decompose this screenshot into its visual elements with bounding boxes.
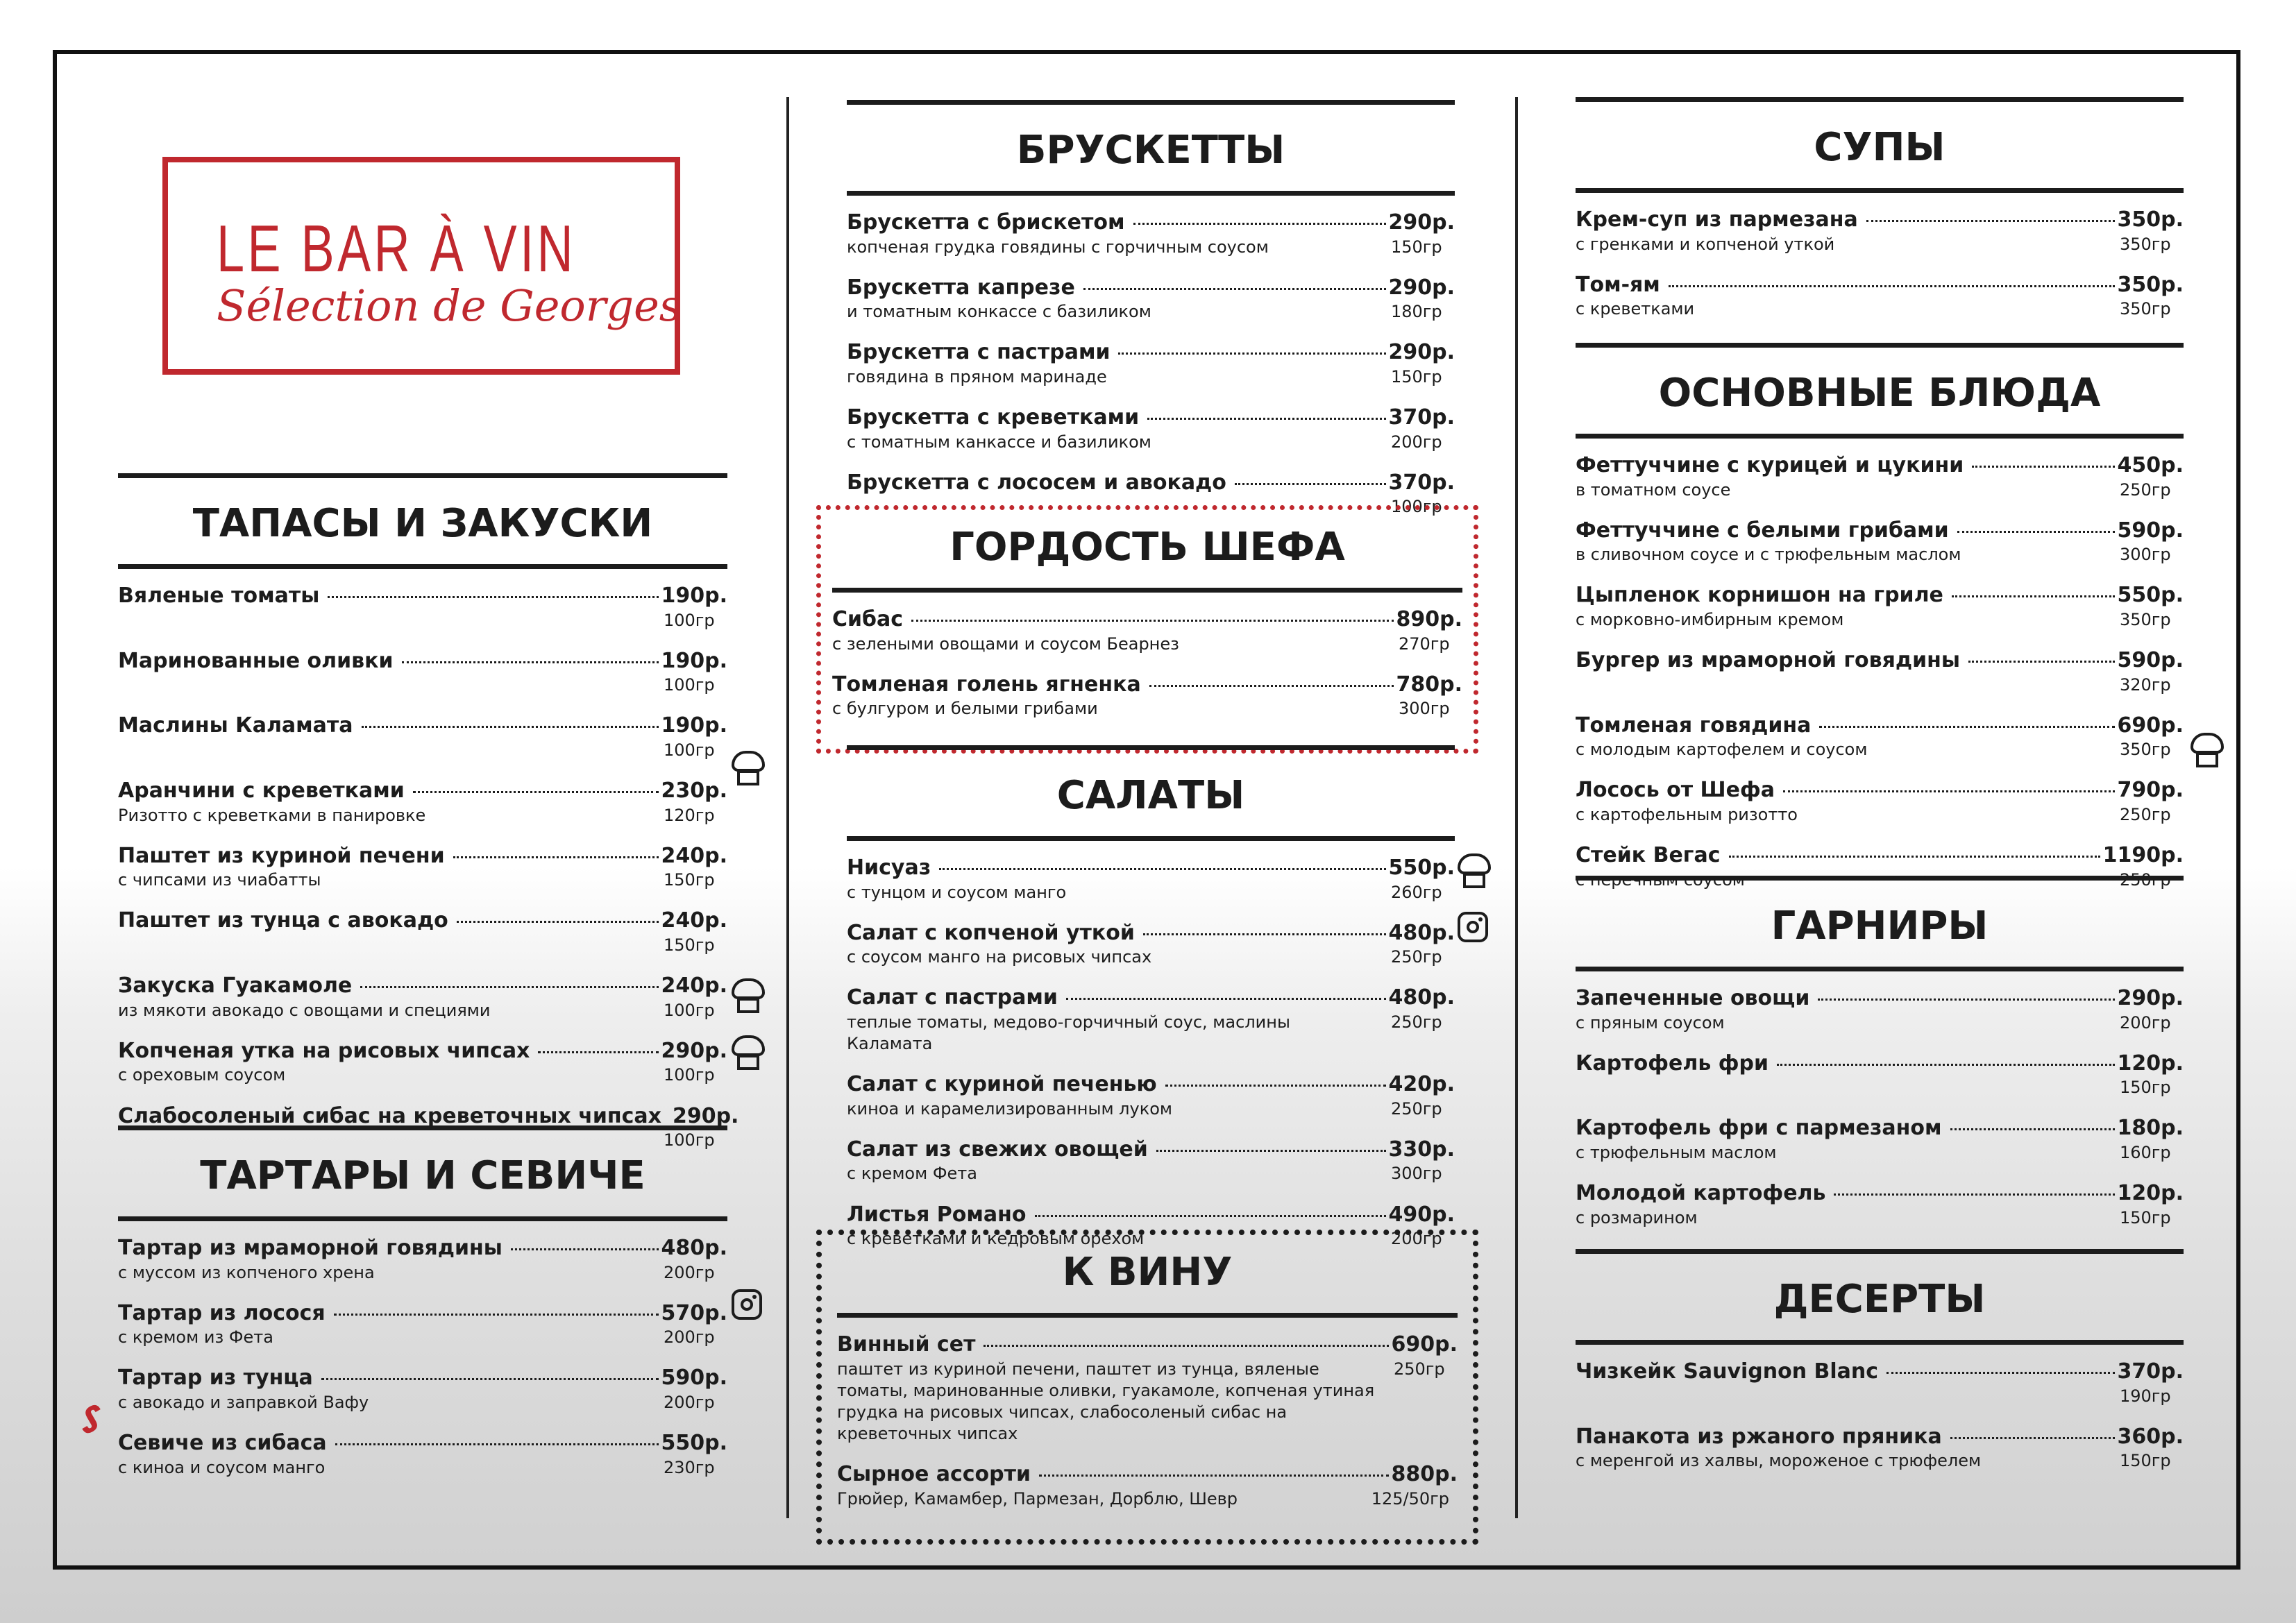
menu-item: [1576, 519, 2184, 566]
section-bruschetta: [847, 100, 1455, 536]
item-description: из мякоти авокадо с овощами и специями: [118, 1000, 491, 1020]
item-weight: 180гр: [1391, 302, 1442, 322]
item-weight: 100гр: [664, 1065, 715, 1085]
item-weight: 150гр: [664, 870, 715, 890]
menu-item: [118, 974, 727, 1021]
dot-leader: [1156, 1150, 1386, 1152]
item-description: с креветками и кедровым орехом: [847, 1229, 1145, 1249]
menu-item: [1576, 714, 2184, 761]
item-weight: 200гр: [664, 1327, 715, 1348]
dot-leader: [1729, 856, 2100, 858]
section-title: ДЕСЕРТЫ: [1576, 1249, 2184, 1345]
item-name: Нисуаз: [847, 856, 931, 880]
item-weight: 150гр: [2120, 1451, 2171, 1471]
item-name: Вяленые томаты: [118, 584, 320, 608]
item-price: 450р.: [2117, 453, 2184, 477]
item-description: с соусом манго на рисовых чипсах: [847, 947, 1152, 967]
item-name: Копченая утка на рисовых чипсах: [118, 1038, 530, 1063]
chef-hat-icon: [732, 751, 765, 787]
item-weight: 150гр: [1391, 237, 1442, 257]
section-wine: [816, 1230, 1478, 1545]
item-price: 420р.: [1388, 1072, 1455, 1097]
dot-leader: [1968, 661, 2114, 663]
item-name: Запеченные овощи: [1576, 986, 1810, 1010]
dot-leader: [1819, 726, 2114, 728]
item-description: с кремом из Фета: [118, 1327, 273, 1348]
item-name: Брускетта с брискетом: [847, 210, 1125, 235]
menu-item: [847, 921, 1455, 969]
item-price: 590р.: [661, 1366, 727, 1391]
item-weight: 100гр: [1391, 497, 1442, 517]
item-weight: 200гр: [664, 1392, 715, 1412]
item-name: Сибас: [832, 607, 904, 631]
chili-pepper-icon: ᔑ: [70, 1397, 113, 1443]
item-name: Томленая голень ягненка: [832, 672, 1141, 697]
item-name: Крем-суп из пармезана: [1576, 207, 1858, 232]
dot-leader: [1957, 531, 2115, 533]
item-name: Картофель фри с пармезаном: [1576, 1116, 1942, 1141]
menu-item: [1576, 208, 2184, 255]
dot-leader: [334, 1314, 659, 1316]
menu-item: [832, 608, 1462, 655]
item-description: с зелеными овощами и соусом Беарнез: [832, 634, 1179, 654]
item-description: с розмарином: [1576, 1207, 1698, 1227]
section-title: К ВИНУ: [837, 1245, 1458, 1318]
menu-item: [118, 1237, 727, 1284]
section-sides: [1576, 876, 2184, 1247]
item-description: паштет из куриной печени, паштет из тунца, вяленые томаты, маринованные оливки, гуакамоле, копченая утиная грудка на рисовых чипсах, слабосоленый сибас на креветочных чипсах: [837, 1359, 1375, 1444]
menu-item: [1576, 1425, 2184, 1472]
item-name: Паштет из куриной печени: [118, 843, 445, 868]
column-divider-left: [786, 97, 789, 1518]
item-name: Маслины Каламата: [118, 713, 353, 738]
item-description: с тунцом и соусом манго: [847, 882, 1067, 902]
dot-leader: [413, 791, 659, 793]
item-weight: 160гр: [2120, 1142, 2171, 1162]
item-name: Слабосоленый сибас на креветочных чипсах: [118, 1103, 661, 1128]
item-description: с муссом из копченого хрена: [118, 1262, 375, 1282]
dot-leader: [1950, 1437, 2115, 1439]
item-weight: 250гр: [1391, 1012, 1442, 1032]
dot-leader: [457, 921, 659, 923]
item-weight: 300гр: [2120, 545, 2171, 565]
chef-hat-icon: [1458, 853, 1491, 890]
dot-leader: [360, 986, 658, 988]
item-name: Тартар из тунца: [118, 1366, 313, 1391]
dot-leader: [453, 856, 659, 858]
item-name: Маринованные оливки: [118, 648, 394, 673]
section-title: СУПЫ: [1576, 97, 2184, 193]
section-title: ГОРДОСТЬ ШЕФА: [832, 520, 1462, 593]
dot-leader: [1972, 466, 2114, 468]
menu-item: [1576, 584, 2184, 631]
menu-item: [847, 341, 1455, 388]
item-price: 230р.: [661, 779, 727, 804]
menu-item: [1576, 779, 2184, 826]
item-price: 480р.: [661, 1236, 727, 1260]
section-tartar: [118, 1125, 727, 1497]
logo-title: LE BAR À VIN: [217, 212, 577, 286]
item-price: 890р.: [1396, 607, 1462, 631]
item-description: с булгуром и белыми грибами: [832, 699, 1098, 719]
menu-item: [1576, 987, 2184, 1034]
item-weight: 250гр: [2120, 869, 2171, 890]
dot-leader: [321, 1378, 659, 1380]
logo-subtitle: Sélection de Georges: [217, 280, 682, 331]
item-weight: 120гр: [664, 805, 715, 825]
item-name: Тартар из лосося: [118, 1300, 326, 1325]
dot-leader: [1147, 418, 1385, 420]
item-price: 690р.: [2117, 713, 2184, 738]
dot-leader: [1066, 998, 1386, 1000]
menu-item: [118, 909, 727, 956]
chef-hat-icon: [732, 978, 765, 1014]
item-weight: 200гр: [664, 1262, 715, 1282]
dot-leader: [939, 868, 1385, 870]
item-description: Ризотто с креветками в панировке: [118, 805, 426, 825]
item-weight: 125/50гр: [1371, 1488, 1449, 1509]
section-title: ТАРТАРЫ И СЕВИЧЕ: [118, 1125, 727, 1221]
item-name: Листья Романо: [847, 1202, 1027, 1227]
item-name: Лосось от Шефа: [1576, 778, 1775, 803]
item-weight: 300гр: [1391, 1164, 1442, 1184]
item-name: Цыпленок корнишон на гриле: [1576, 583, 1943, 608]
dot-leader: [538, 1051, 658, 1053]
item-description: теплые томаты, медово-горчичный соус, маслины Каламата: [847, 1012, 1290, 1054]
item-name: Салат с пастрами: [847, 985, 1058, 1010]
item-price: 240р.: [661, 843, 727, 868]
menu-item: [847, 1073, 1455, 1120]
item-name: Брускетта капрезе: [847, 275, 1075, 300]
item-weight: 100гр: [664, 610, 715, 630]
item-price: 290р.: [1388, 210, 1455, 235]
item-price: 290р.: [1388, 340, 1455, 365]
dot-leader: [1235, 483, 1386, 485]
dot-leader: [911, 620, 1393, 622]
item-price: 240р.: [661, 908, 727, 933]
item-price: 350р.: [2117, 207, 2184, 232]
item-weight: 150гр: [664, 935, 715, 955]
dot-leader: [328, 596, 658, 598]
item-price: 590р.: [2117, 648, 2184, 673]
item-description: киноа и карамелизированным луком: [847, 1098, 1173, 1119]
item-description: с гренками и копченой уткой: [1576, 234, 1835, 254]
dot-leader: [1165, 1085, 1386, 1087]
section-mains: [1576, 343, 2184, 909]
item-weight: 100гр: [664, 740, 715, 760]
item-price: 570р.: [661, 1300, 727, 1325]
item-weight: 350гр: [2120, 740, 2171, 760]
section-desserts: [1576, 1249, 2184, 1490]
item-description: с киноа и соусом манго: [118, 1457, 326, 1477]
section-chef-pride: [816, 505, 1478, 754]
menu-item: [847, 406, 1455, 453]
section-title: ГАРНИРЫ: [1576, 876, 2184, 971]
dot-leader: [1143, 933, 1386, 935]
menu-item: [837, 1463, 1458, 1510]
item-name: Закуска Гуакамоле: [118, 974, 353, 999]
item-price: 550р.: [1388, 856, 1455, 880]
menu-item: [118, 649, 727, 697]
menu-item: [1576, 454, 2184, 501]
item-weight: 260гр: [1391, 882, 1442, 902]
item-description: с чипсами из чиабатты: [118, 870, 321, 890]
menu-item: [1576, 273, 2184, 321]
item-description: в сливочном соусе и с трюфельным маслом: [1576, 545, 1961, 565]
section-title: ТАПАСЫ И ЗАКУСКИ: [118, 473, 727, 569]
section-soups: [1576, 97, 2184, 338]
item-name: Брускетта с лососем и авокадо: [847, 470, 1226, 495]
item-price: 190р.: [661, 648, 727, 673]
item-weight: 300гр: [1399, 699, 1450, 719]
item-price: 290р.: [1388, 275, 1455, 300]
menu-item: [118, 714, 727, 761]
item-name: Картофель фри: [1576, 1051, 1769, 1076]
instagram-icon[interactable]: [732, 1289, 762, 1320]
menu-item: [837, 1333, 1458, 1445]
item-weight: 100гр: [664, 675, 715, 695]
item-description: копченая грудка говядины с горчичным соусом: [847, 237, 1269, 257]
item-description: и томатным конкассе с базиликом: [847, 302, 1151, 322]
dot-leader: [1035, 1215, 1386, 1217]
item-price: 120р.: [2117, 1181, 2184, 1206]
menu-item: [1576, 1182, 2184, 1229]
dot-leader: [1118, 352, 1385, 355]
item-name: Брускетта с пастрами: [847, 340, 1111, 365]
menu-item: [118, 1039, 727, 1087]
item-price: 120р.: [2117, 1051, 2184, 1076]
item-name: Сырное ассорти: [837, 1462, 1031, 1487]
item-description: с меренгой из халвы, мороженое с трюфелем: [1576, 1451, 1982, 1471]
item-name: Паштет из тунца с авокадо: [118, 908, 448, 933]
item-price: 240р.: [661, 974, 727, 999]
item-name: Винный сет: [837, 1332, 976, 1357]
item-name: Тартар из мраморной говядины: [118, 1236, 503, 1260]
item-name: Чизкейк Sauvignon Blanc: [1576, 1359, 1879, 1384]
item-weight: 320гр: [2120, 674, 2171, 695]
item-price: 790р.: [2117, 778, 2184, 803]
item-description: с морковно-имбирным кремом: [1576, 609, 1844, 629]
item-description: с трюфельным маслом: [1576, 1142, 1777, 1162]
menu-item: [1576, 649, 2184, 696]
item-price: 480р.: [1388, 985, 1455, 1010]
dot-leader: [984, 1345, 1388, 1347]
item-description: с молодым картофелем и соусом: [1576, 740, 1868, 760]
dot-leader: [1133, 223, 1386, 225]
dot-leader: [1783, 790, 2115, 792]
item-price: 180р.: [2117, 1116, 2184, 1141]
item-name: Брускетта с креветками: [847, 405, 1140, 430]
item-price: 480р.: [1388, 920, 1455, 945]
menu-item: [1576, 1052, 2184, 1099]
item-price: 190р.: [661, 713, 727, 738]
item-price: 370р.: [2117, 1359, 2184, 1384]
item-name: Бургер из мраморной говядины: [1576, 648, 1961, 673]
item-weight: 250гр: [1394, 1359, 1445, 1379]
dot-leader: [1039, 1475, 1388, 1477]
item-price: 190р.: [661, 584, 727, 608]
menu-item: [118, 584, 727, 631]
item-price: 550р.: [661, 1431, 727, 1456]
dot-leader: [362, 726, 659, 728]
item-name: Салат из свежих овощей: [847, 1137, 1148, 1162]
menu-item: [1576, 1360, 2184, 1407]
dot-leader: [511, 1248, 659, 1250]
item-weight: 350гр: [2120, 299, 2171, 319]
item-description: с картофельным ризотто: [1576, 804, 1798, 824]
item-name: Феттуччине с курицей и цукини: [1576, 453, 1964, 477]
item-weight: 150гр: [2120, 1207, 2171, 1227]
item-weight: 350гр: [2120, 234, 2171, 254]
item-name: Аранчини с креветками: [118, 779, 405, 804]
menu-item: [847, 1138, 1455, 1185]
item-description: говядина в пряном маринаде: [847, 366, 1107, 386]
item-weight: 200гр: [1391, 432, 1442, 452]
item-description: с томатным канкассе и базиликом: [847, 432, 1151, 452]
chef-hat-icon: [732, 1035, 765, 1071]
item-weight: 100гр: [664, 1130, 715, 1150]
dot-leader: [335, 1443, 659, 1445]
item-price: 290р.: [661, 1038, 727, 1063]
dot-leader: [1083, 288, 1386, 290]
item-name: Молодой картофель: [1576, 1181, 1826, 1206]
menu-item: [118, 779, 727, 826]
item-name: Севиче из сибаса: [118, 1431, 327, 1456]
item-name: Феттуччине с белыми грибами: [1576, 518, 1949, 543]
dot-leader: [1834, 1193, 2114, 1196]
item-name: Томленая говядина: [1576, 713, 1812, 738]
section-salads: [847, 745, 1455, 1268]
dot-leader: [1818, 999, 2114, 1001]
instagram-icon[interactable]: [1458, 912, 1488, 942]
section-title: БРУСКЕТТЫ: [847, 100, 1455, 196]
item-weight: 350гр: [2120, 609, 2171, 629]
menu-item: [847, 856, 1455, 903]
item-price: 290р.: [672, 1103, 739, 1128]
item-price: 690р.: [1391, 1332, 1458, 1357]
dot-leader: [1950, 1128, 2115, 1130]
item-description: Грюйер, Камамбер, Пармезан, Дорблю, Шевр: [837, 1488, 1238, 1509]
section-tapas: [118, 473, 739, 1169]
dot-leader: [402, 661, 659, 663]
item-weight: 150гр: [2120, 1078, 2171, 1098]
item-name: Стейк Вегас: [1576, 843, 1721, 868]
item-price: 490р.: [1388, 1202, 1455, 1227]
item-weight: 150гр: [1391, 366, 1442, 386]
item-weight: 250гр: [2120, 804, 2171, 824]
item-description: с авокадо и заправкой Вафу: [118, 1392, 369, 1412]
item-description: с ореховым соусом: [118, 1065, 286, 1085]
item-weight: 250гр: [1391, 947, 1442, 967]
item-weight: 200гр: [1391, 1229, 1442, 1249]
menu-item: [847, 211, 1455, 258]
item-price: 350р.: [2117, 272, 2184, 297]
item-price: 360р.: [2117, 1424, 2184, 1449]
item-description: с перечным соусом: [1576, 869, 1745, 890]
dot-leader: [1149, 685, 1394, 687]
item-price: 550р.: [2117, 583, 2184, 608]
dot-leader: [1952, 595, 2115, 597]
item-name: Панакота из ржаного пряника: [1576, 1424, 1942, 1449]
item-price: 370р.: [1388, 470, 1455, 495]
item-weight: 270гр: [1399, 634, 1450, 654]
column-divider-right: [1515, 97, 1518, 1518]
item-description: с креветками: [1576, 299, 1695, 319]
item-description: с кремом Фета: [847, 1164, 977, 1184]
item-description: в томатном соусе: [1576, 479, 1731, 500]
menu-item: [118, 1431, 727, 1479]
item-name: Том-ям: [1576, 272, 1660, 297]
item-weight: 100гр: [664, 1000, 715, 1020]
item-name: Салат с копченой уткой: [847, 920, 1135, 945]
item-weight: 190гр: [2120, 1386, 2171, 1406]
menu-item: [118, 844, 727, 892]
item-weight: 250гр: [1391, 1098, 1442, 1119]
item-weight: 200гр: [2120, 1012, 2171, 1033]
menu-item: [118, 1366, 727, 1413]
menu-item: [118, 1302, 727, 1349]
dot-leader: [1777, 1064, 2115, 1066]
item-name: Салат с куриной печенью: [847, 1072, 1157, 1097]
section-title: ОСНОВНЫЕ БЛЮДА: [1576, 343, 2184, 439]
section-title: САЛАТЫ: [847, 745, 1455, 841]
dot-leader: [1886, 1372, 2114, 1374]
menu-item: [847, 276, 1455, 323]
item-price: 1190р.: [2102, 843, 2184, 868]
item-price: 370р.: [1388, 405, 1455, 430]
item-price: 330р.: [1388, 1137, 1455, 1162]
item-price: 290р.: [2117, 986, 2184, 1010]
menu-item: [1576, 1116, 2184, 1164]
item-weight: 230гр: [664, 1457, 715, 1477]
item-price: 780р.: [1396, 672, 1462, 697]
dot-leader: [1669, 285, 2115, 287]
dot-leader: [1866, 220, 2115, 222]
item-weight: 250гр: [2120, 479, 2171, 500]
logo: [162, 157, 680, 375]
item-price: 590р.: [2117, 518, 2184, 543]
item-price: 880р.: [1391, 1462, 1458, 1487]
chef-hat-icon: [2191, 733, 2224, 769]
menu-item: [847, 986, 1455, 1055]
menu-item: [832, 673, 1462, 720]
item-description: с пряным соусом: [1576, 1012, 1725, 1033]
